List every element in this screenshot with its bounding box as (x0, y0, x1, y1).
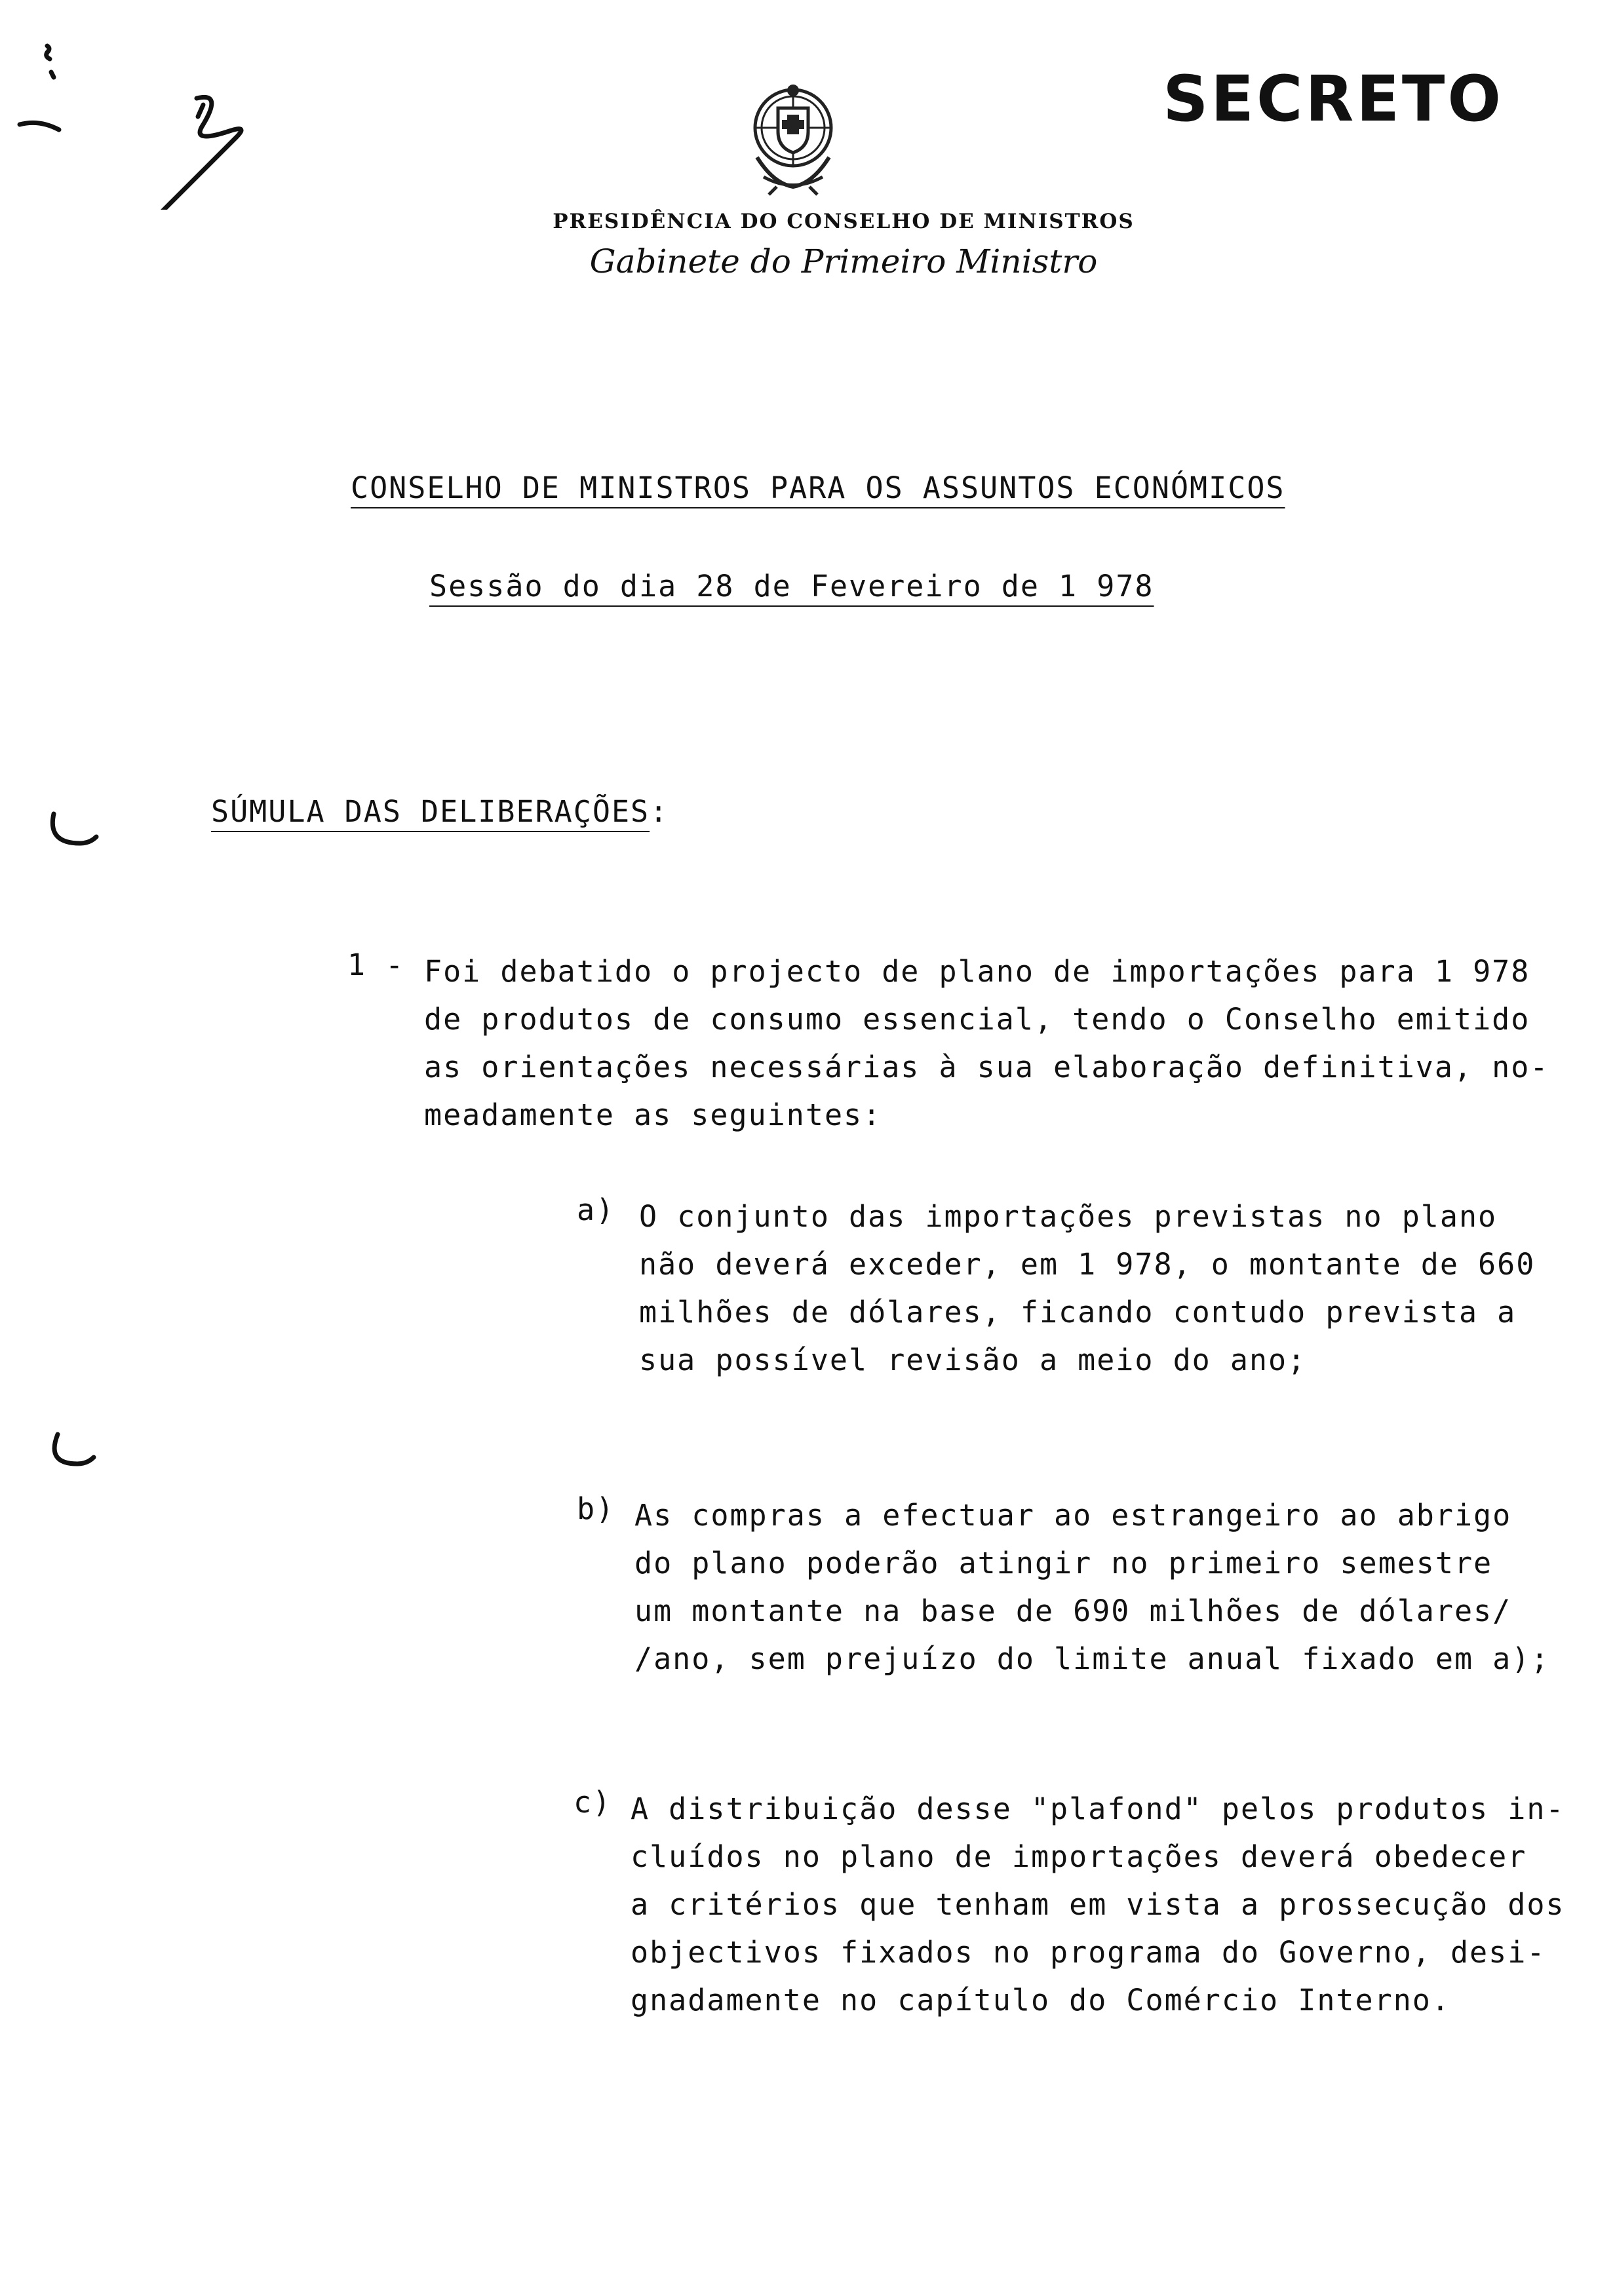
subitem-label: a) (577, 1193, 615, 1227)
subitem-text (634, 1491, 1605, 1683)
subitem-text (639, 1193, 1609, 1384)
subitem-line: não deverá exceder, em 1 978, o montante de 660 (639, 1247, 1536, 1282)
subitem-line: objectivos fixados no programa do Governo, desi- (631, 1935, 1546, 1970)
cabinet-header: Gabinete do Primeiro Ministro (589, 242, 1098, 280)
subitem-line: a critérios que tenham em vista a prossecução dos (631, 1887, 1565, 1922)
subitem-line: milhões de dólares, ficando contudo prevista a (639, 1295, 1517, 1330)
punch-hole-mark-icon (39, 1425, 105, 1478)
subitem-text (631, 1785, 1601, 2024)
subitem-line: /ano, sem prejuízo do limite anual fixado em a); (634, 1641, 1550, 1676)
subitem-line: gnadamente no capítulo do Comércio Interno. (631, 1983, 1450, 2018)
classification-stamp: SECRETO (1163, 62, 1504, 136)
subitem-label: b) (577, 1491, 615, 1526)
document-title: CONSELHO DE MINISTROS PARA OS ASSUNTOS ECONÓMICOS (351, 470, 1285, 505)
subitem-line: um montante na base de 690 milhões de dólares/ (634, 1594, 1512, 1628)
subitem-line: cluídos no plano de importações deverá obedecer (631, 1839, 1527, 1874)
office-header: PRESIDÊNCIA DO CONSELHO DE MINISTROS (553, 210, 1135, 233)
subitem-line: As compras a efectuar ao estrangeiro ao abrigo (634, 1498, 1512, 1533)
subitem-line: O conjunto das importações previstas no plano (639, 1199, 1498, 1234)
item-text (424, 947, 1578, 1139)
session-date: Sessão do dia 28 de Fevereiro de 1 978 (429, 569, 1154, 603)
subitem-label: c) (574, 1785, 612, 1820)
item-number: 1 - (347, 947, 405, 982)
item-line: Foi debatido o projecto de plano de importações para 1 978 (424, 954, 1530, 989)
item-line: meadamente as seguintes: (424, 1098, 882, 1132)
subitem-line: do plano poderão atingir no primeiro semestre (634, 1546, 1493, 1580)
punch-hole-mark-icon (39, 806, 105, 858)
subitem-line: A distribuição desse "plafond" pelos produtos in- (631, 1791, 1565, 1826)
subitem-line: sua possível revisão a meio do ano; (639, 1343, 1307, 1377)
section-heading: SÚMULA DAS DELIBERAÇÕES: (211, 794, 669, 829)
item-line: de produtos de consumo essencial, tendo o Conselho emitido (424, 1002, 1530, 1037)
item-line: as orientações necessárias à sua elaboração definitiva, no- (424, 1050, 1549, 1084)
coat-of-arms-icon (737, 79, 849, 197)
handwritten-check-mark (0, 26, 275, 210)
